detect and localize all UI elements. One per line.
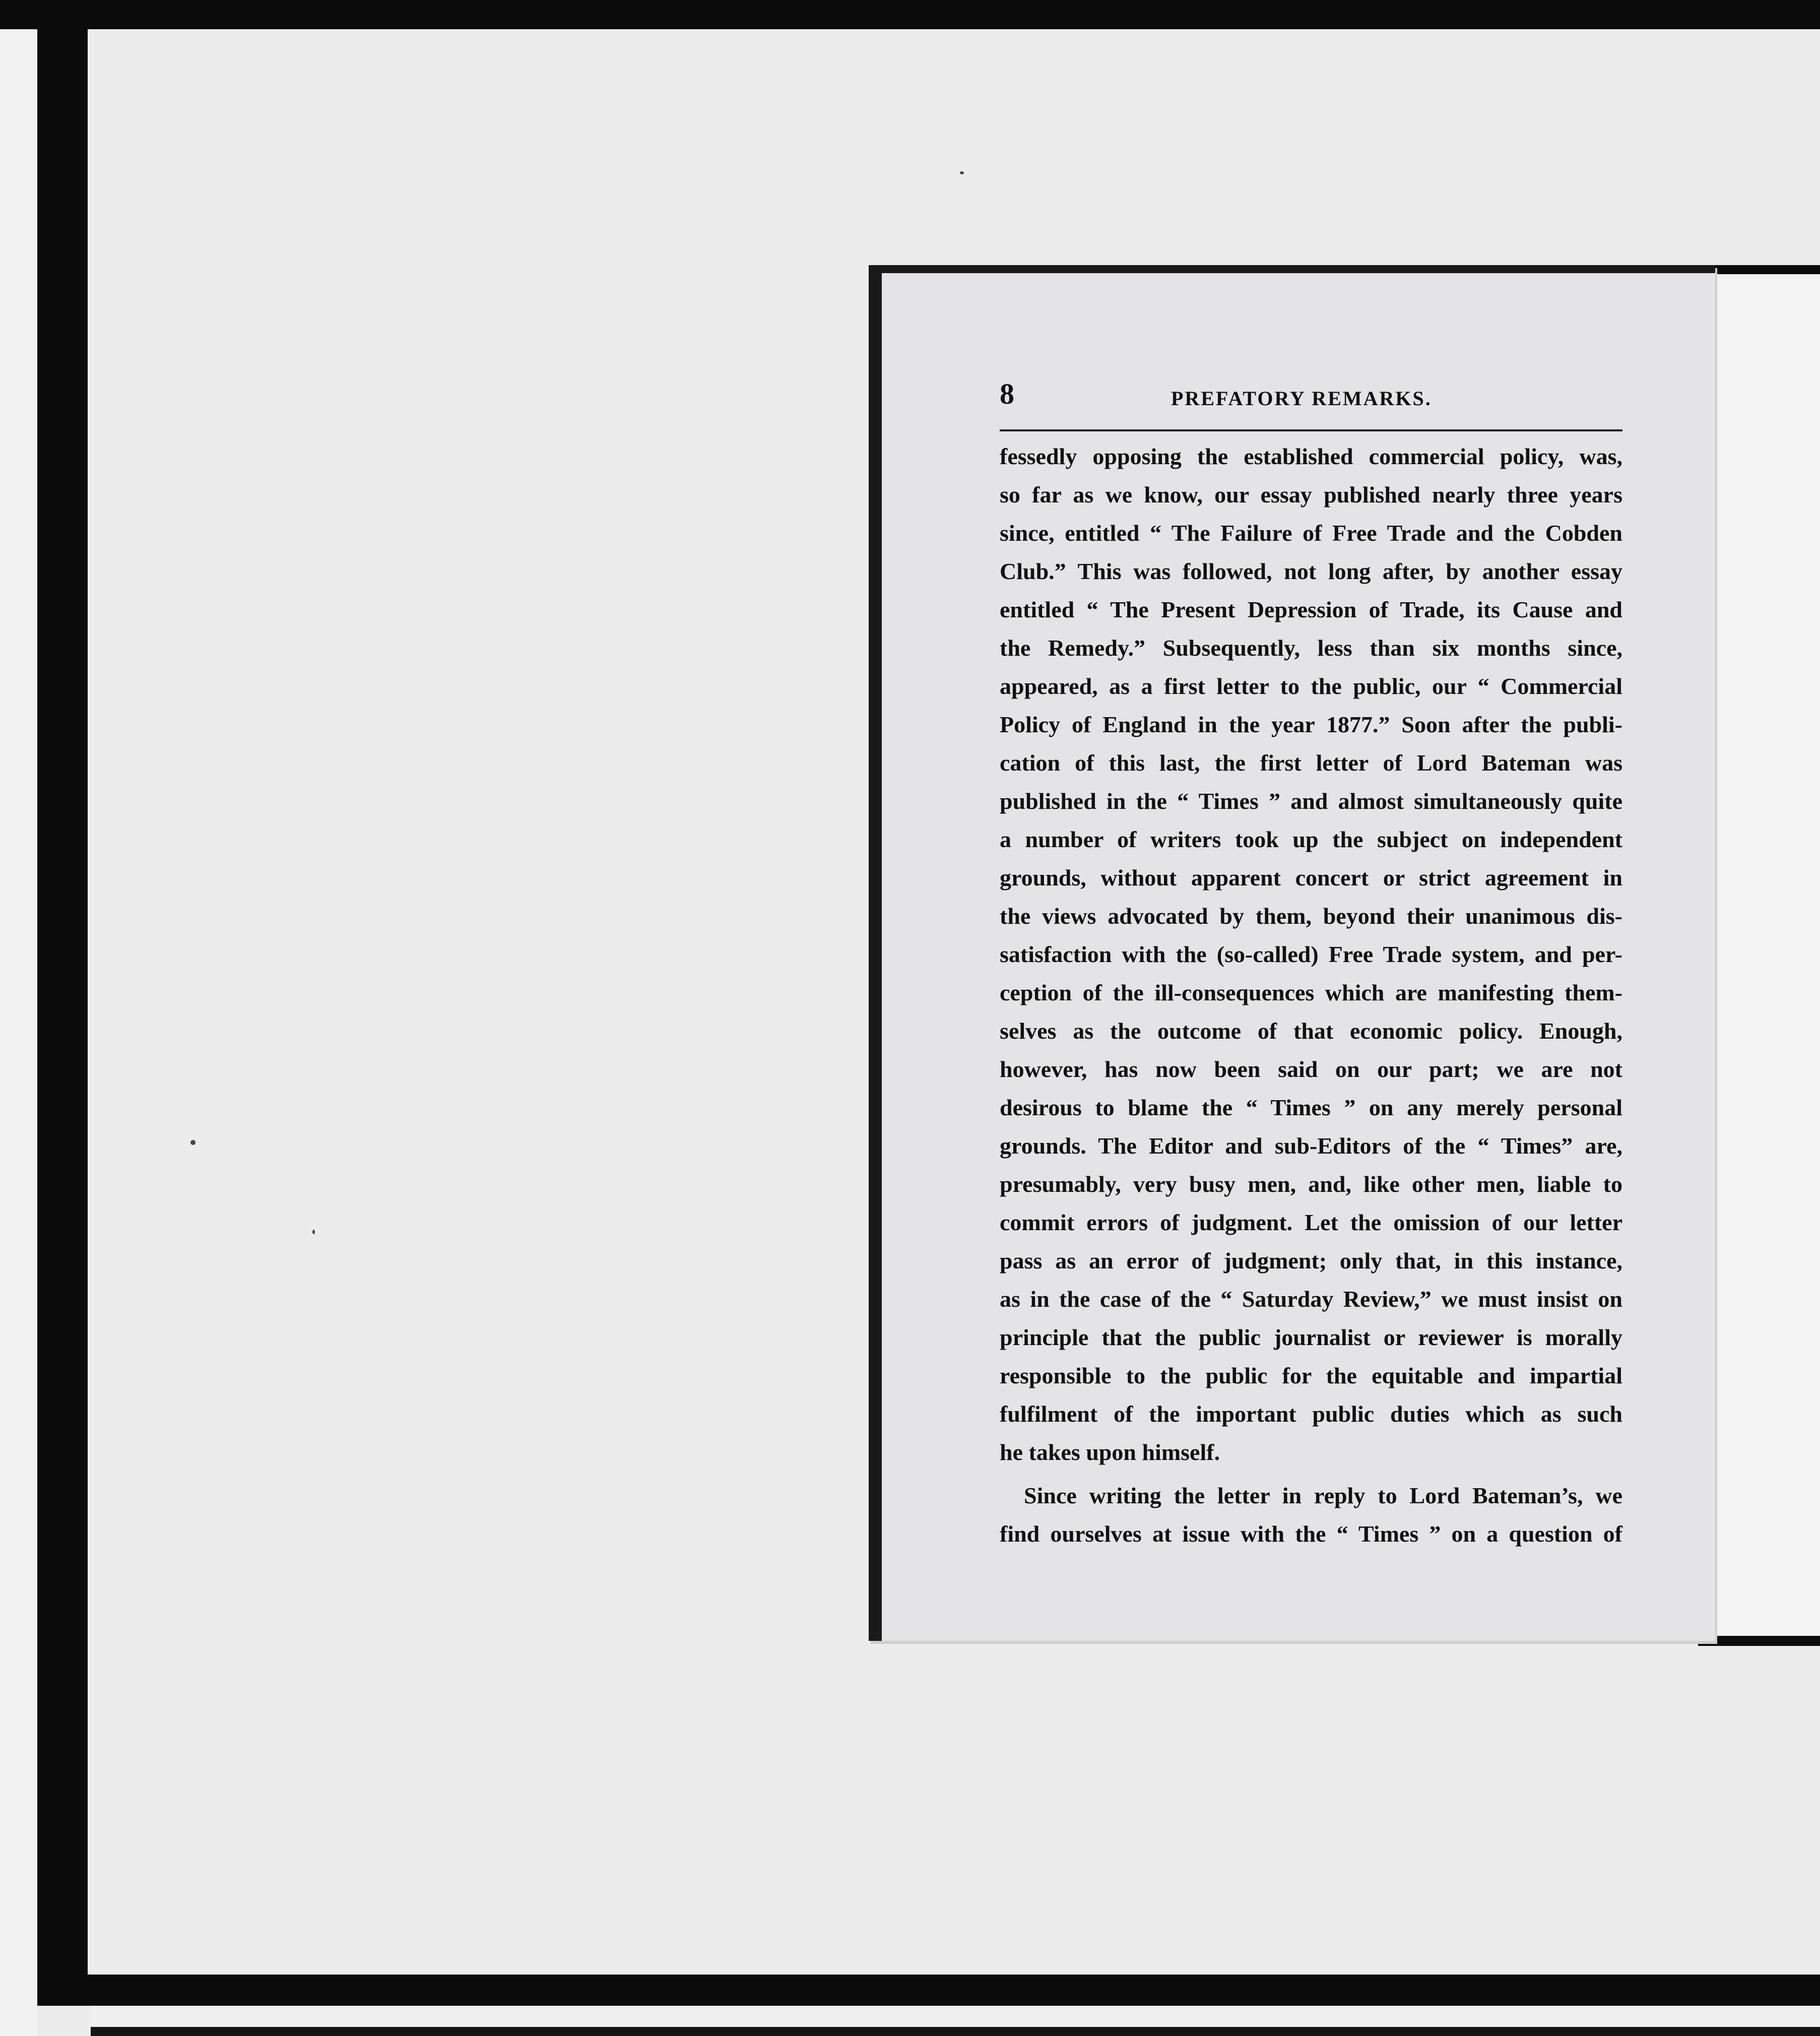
text-line: Since writing the letter in reply to Lord Bateman’s, we — [1024, 1483, 1622, 1508]
text-line: grounds, without apparent concert or strict agreement in — [1000, 865, 1622, 890]
text-line: principle that the public journalist or reviewer is morally — [1000, 1324, 1622, 1350]
text-line: the views advocated by them, beyond their unanimous dis- — [1000, 903, 1622, 929]
text-line: satisfaction with the (so-called) Free Trade system, and per- — [1000, 941, 1622, 967]
dust-speck — [312, 1230, 315, 1234]
text-line: commit errors of judgment. Let the omission of our letter — [1000, 1210, 1622, 1235]
adjacent-page-border-bottom — [1698, 1636, 1820, 1646]
text-line: Policy of England in the year 1877.” Soon after the publi- — [1000, 712, 1622, 737]
page-surface — [882, 273, 1715, 1641]
book-page — [869, 265, 1715, 1641]
text-line: published in the “ Times ” and almost simultaneously quite — [1000, 788, 1622, 814]
page-number: 8 — [1000, 377, 1014, 410]
page-body — [1000, 437, 1622, 1553]
text-line: entitled “ The Present Depression of Trade, its Cause and — [1000, 597, 1622, 622]
scan-frame-bottom — [37, 1975, 1820, 2006]
scan-frame-bottom-edge — [91, 2027, 1820, 2036]
text-line: he takes upon himself. — [1000, 1439, 1220, 1465]
dust-speck — [960, 171, 964, 174]
adjacent-page-border-top — [1698, 265, 1820, 274]
text-line: fulfilment of the important public duties which as such — [1000, 1401, 1622, 1427]
text-line: pass as an error of judgment; only that, in this instance, — [1000, 1248, 1622, 1274]
scan-frame-top — [0, 0, 1820, 29]
scan-frame-left — [37, 29, 88, 1995]
text-line: presumably, very busy men, and, like other men, liable to — [1000, 1171, 1622, 1197]
text-line: as in the case of the “ Saturday Review,” we must insist on — [1000, 1286, 1622, 1312]
text-line: a number of writers took up the subject on independent — [1000, 826, 1622, 852]
text-line: desirous to blame the “ Times ” on any merely personal — [1000, 1095, 1622, 1120]
text-line: the Remedy.” Subsequently, less than six months since, — [1000, 635, 1622, 661]
text-line: ception of the ill-consequences which are manifesting them- — [1000, 980, 1622, 1005]
running-head-title: PREFATORY REMARKS. — [1171, 387, 1432, 410]
dust-speck — [190, 1140, 196, 1145]
text-line: selves as the outcome of that economic policy. Enough, — [1000, 1018, 1622, 1044]
text-line: since, entitled “ The Failure of Free Trade and the Cobden — [1000, 520, 1622, 546]
text-line: grounds. The Editor and sub-Editors of the “ Times” are, — [1000, 1133, 1622, 1159]
text-line: Club.” This was followed, not long after, by another essay — [1000, 558, 1622, 584]
text-line: so far as we know, our essay published nearly three years — [1000, 482, 1622, 507]
text-line: responsible to the public for the equitable and impartial — [1000, 1363, 1622, 1388]
running-head — [1000, 374, 1622, 431]
text-line: appeared, as a first letter to the public, our “ Commercial — [1000, 673, 1622, 699]
adjacent-page — [1712, 274, 1820, 1636]
text-line: cation of this last, the first letter of Lord Bateman was — [1000, 750, 1622, 776]
text-line: find ourselves at issue with the “ Times ” on a question of — [1000, 1521, 1622, 1547]
scan-margin-left — [0, 29, 37, 2036]
text-line: fessedly opposing the established commercial policy, was, — [1000, 443, 1622, 469]
text-line: however, has now been said on our part; we are not — [1000, 1056, 1622, 1082]
paragraph-gap — [1000, 1472, 1622, 1477]
